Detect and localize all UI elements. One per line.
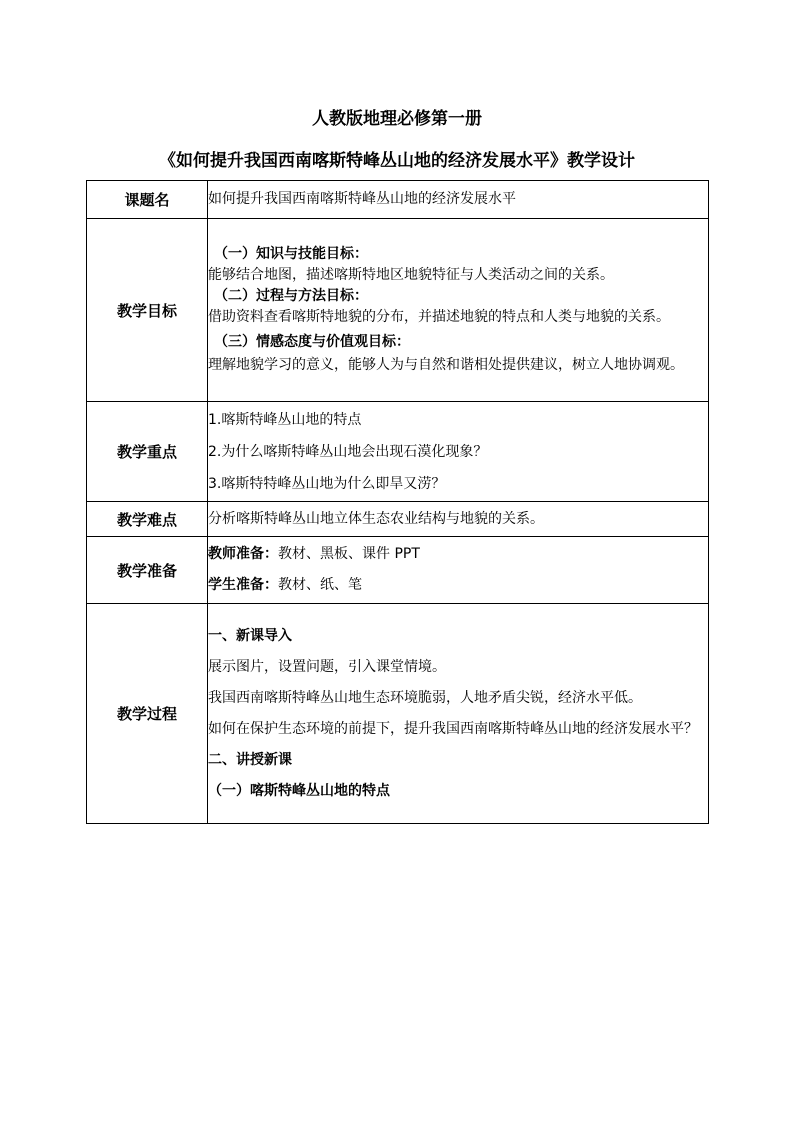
key-point-item: 3.喀斯特特峰丛山地为什么即旱又涝？	[208, 475, 446, 492]
goal-heading-attitude: （三）情感态度与价值观目标：	[214, 334, 410, 350]
goal-heading-process: （二）过程与方法目标：	[214, 288, 368, 304]
key-point-item: 2.为什么喀斯特峰丛山地会出现石漠化现象？	[208, 443, 488, 460]
teacher-preparation-label: 教师准备：	[208, 546, 278, 562]
goal-heading-knowledge: （一）知识与技能目标：	[214, 246, 368, 262]
table-row-goals	[87, 219, 709, 402]
goals-content	[208, 219, 709, 402]
goals-label: 教学目标	[87, 219, 208, 402]
document-title-line2: 《如何提升我国西南喀斯特峰丛山地的经济发展水平》教学设计	[159, 151, 635, 171]
teacher-preparation	[208, 539, 708, 570]
topic-value: 如何提升我国西南喀斯特峰丛山地的经济发展水平	[208, 181, 709, 219]
process-text: 展示图片，设置问题，引入课堂情境。	[208, 658, 446, 675]
table-row-key-points	[87, 402, 709, 502]
student-preparation-label: 学生准备：	[208, 577, 278, 593]
preparation-content	[208, 537, 709, 604]
table-row-topic	[87, 181, 709, 219]
document-title-line1: 人教版地理必修第一册	[312, 109, 482, 129]
teacher-preparation-value: 教材、黑板、课件 PPT	[278, 546, 420, 562]
process-content	[208, 604, 709, 824]
difficulty-value: 分析喀斯特峰丛山地立体生态农业结构与地貌的关系。	[208, 502, 709, 537]
goal-text-process: 借助资料查看喀斯特地貌的分布，并描述地貌的特点和人类与地貌的关系。	[208, 309, 670, 325]
process-section-new-lesson: 二、讲授新课	[208, 751, 292, 768]
lesson-plan-table	[86, 180, 709, 824]
table-row-process	[87, 604, 709, 824]
student-preparation	[208, 570, 708, 601]
preparation-label: 教学准备	[87, 537, 208, 604]
table-row-preparation	[87, 537, 709, 604]
key-points-label: 教学重点	[87, 402, 208, 502]
process-label: 教学过程	[87, 604, 208, 824]
key-points-content	[208, 402, 709, 502]
topic-label: 课题名	[87, 181, 208, 219]
key-point-item: 1.喀斯特峰丛山地的特点	[208, 411, 362, 428]
process-section-intro: 一、新课导入	[208, 627, 292, 644]
table-row-difficulty	[87, 502, 709, 537]
process-subsection-features: （一）喀斯特峰丛山地的特点	[208, 782, 390, 799]
student-preparation-value: 教材、纸、笔	[278, 577, 362, 593]
difficulty-label: 教学难点	[87, 502, 208, 537]
goal-text-knowledge: 能够结合地图，描述喀斯特地区地貌特征与人类活动之间的关系。	[208, 267, 614, 283]
process-text: 如何在保护生态环境的前提下，提升我国西南喀斯特峰丛山地的经济发展水平？	[208, 720, 698, 737]
process-text: 我国西南喀斯特峰丛山地生态环境脆弱，人地矛盾尖锐，经济水平低。	[208, 689, 642, 706]
goal-text-attitude: 理解地貌学习的意义，能够人为与自然和谐相处提供建议，树立人地协调观。	[208, 357, 684, 373]
